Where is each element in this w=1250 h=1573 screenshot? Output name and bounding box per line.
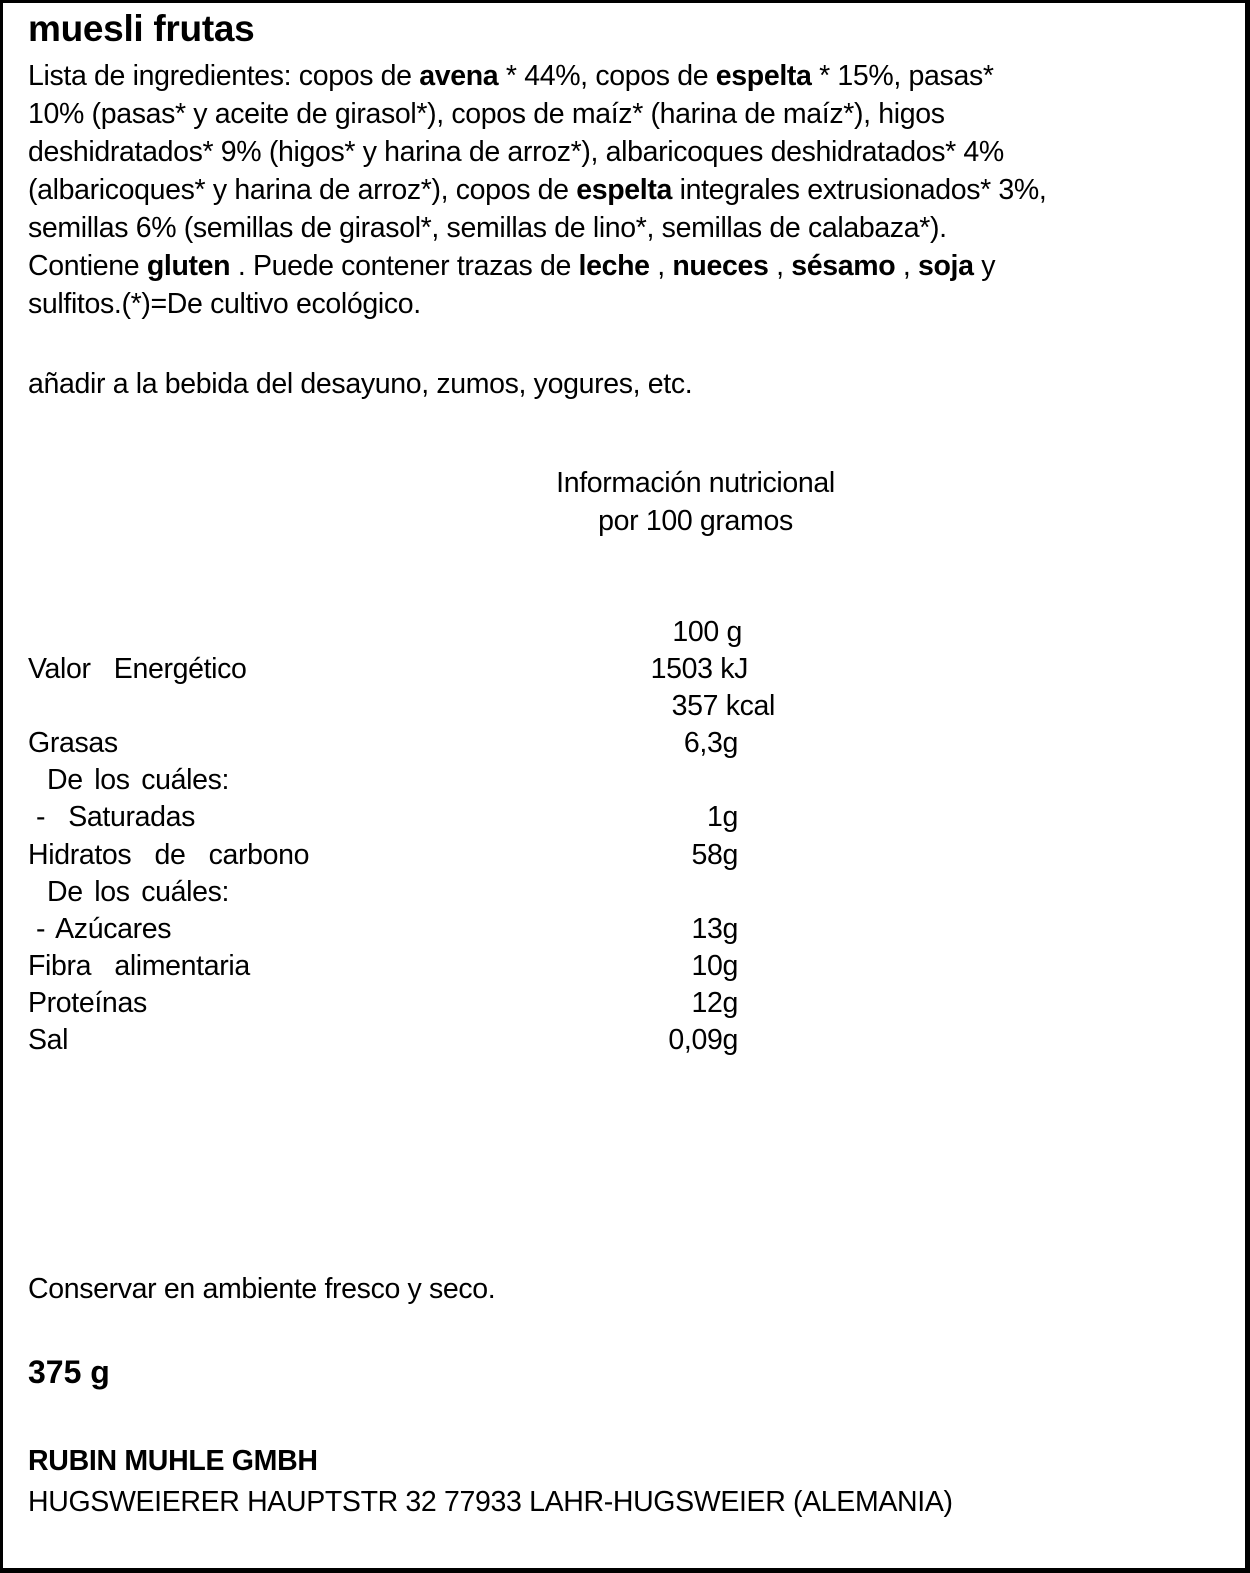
product-title: muesli frutas [28, 8, 255, 49]
allergen-highlight: soja [918, 250, 974, 282]
nutrition-table [28, 614, 828, 1059]
ingredients-text: , [895, 250, 918, 282]
ingredients-text: . Puede contener trazas de [230, 250, 579, 282]
nutrition-column-header: 100 g [672, 616, 742, 648]
allergen-highlight: nueces [672, 250, 769, 282]
nutrient-value: 6,3g [683, 727, 738, 760]
nutrition-row [28, 874, 828, 911]
nutrient-value: 1g [706, 801, 738, 834]
nutrient-value: 10g [691, 949, 738, 982]
ingredients-line [28, 95, 1228, 133]
nutrition-row [28, 1022, 828, 1059]
ingredients-text: Contiene [28, 250, 147, 282]
ingredients-text: integrales extrusionados* 3%, [672, 174, 1047, 206]
ingredients-text: sulfitos.(*)=De cultivo ecológico. [28, 288, 421, 320]
ingredients-line [28, 285, 1228, 323]
nutrient-label: Grasas [28, 727, 118, 760]
ingredients-text: , [649, 250, 673, 282]
nutrition-row [28, 651, 828, 688]
nutrition-heading [493, 464, 898, 540]
nutrition-row [28, 799, 828, 836]
ingredients-line [28, 247, 1228, 285]
nutrition-row [28, 837, 828, 874]
allergen-highlight: espelta [715, 60, 812, 92]
nutrition-heading-subtitle: por 100 gramos [598, 505, 793, 537]
nutrition-row [28, 725, 828, 762]
nutrient-value: 1503 kJ [650, 653, 748, 686]
ingredients-text: * 15%, pasas* [811, 60, 994, 92]
manufacturer-name: RUBIN MUHLE GMBH [28, 1445, 318, 1477]
ingredients-text: deshidratados* 9% (higos* y harina de arroz*), albaricoques deshidratados* 4% [28, 136, 1004, 168]
ingredients-text: semillas 6% (semillas de girasol*, semillas de lino*, semillas de calabaza*). [28, 212, 947, 244]
nutrient-label: Fibra alimentaria [28, 949, 250, 982]
ingredients-line [28, 171, 1228, 209]
ingredients-text: , [768, 250, 792, 282]
ingredients-text: (albaricoques* y harina de arroz*), copos de [28, 174, 577, 206]
nutrient-value: 13g [691, 912, 738, 945]
nutrition-row [28, 985, 828, 1022]
ingredients-text: y [973, 250, 996, 282]
ingredients-text: Lista de ingredientes: copos de [28, 60, 420, 92]
usage-instructions: añadir a la bebida del desayuno, zumos, yogures, etc. [28, 368, 693, 400]
ingredients-list [28, 57, 1228, 323]
manufacturer-address: HUGSWEIERER HAUPTSTR 32 77933 LAHR-HUGSWEIER (ALEMANIA) [28, 1486, 953, 1518]
storage-instructions: Conservar en ambiente fresco y seco. [28, 1273, 496, 1305]
nutrient-value: 0,09g [668, 1024, 738, 1057]
allergen-highlight: leche [578, 250, 650, 282]
nutrient-label: Sal [28, 1024, 69, 1057]
allergen-highlight: avena [419, 60, 499, 92]
nutrient-label: Valor Energético [28, 653, 247, 686]
allergen-highlight: gluten [146, 250, 231, 282]
ingredients-line [28, 209, 1228, 247]
ingredients-text: * 44%, copos de [498, 60, 716, 92]
nutrient-label: De los cuáles: [47, 875, 230, 908]
nutrient-label: Proteínas [28, 986, 147, 1019]
nutrition-row [28, 948, 828, 985]
nutrition-row [28, 762, 828, 799]
nutrient-value: 12g [691, 986, 738, 1019]
nutrition-row [28, 911, 828, 948]
allergen-highlight: espelta [576, 174, 673, 206]
net-weight: 375 g [28, 1354, 110, 1390]
ingredients-line [28, 133, 1228, 171]
nutrition-heading-title: Información nutricional [556, 467, 835, 499]
ingredients-line [28, 57, 1228, 95]
nutrient-label: Hidratos de carbono [28, 838, 310, 871]
nutrition-row [28, 688, 828, 725]
nutrition-column-header-row [28, 614, 828, 651]
allergen-highlight: sésamo [791, 250, 896, 282]
nutrient-value: 357 kcal [671, 690, 775, 723]
ingredients-text: 10% (pasas* y aceite de girasol*), copos de maíz* (harina de maíz*), higos [28, 98, 945, 130]
nutrient-value: 58g [691, 838, 738, 871]
nutrient-label: - Saturadas [36, 801, 196, 834]
nutrient-label: De los cuáles: [47, 764, 230, 797]
nutrient-label: - Azúcares [36, 912, 172, 945]
